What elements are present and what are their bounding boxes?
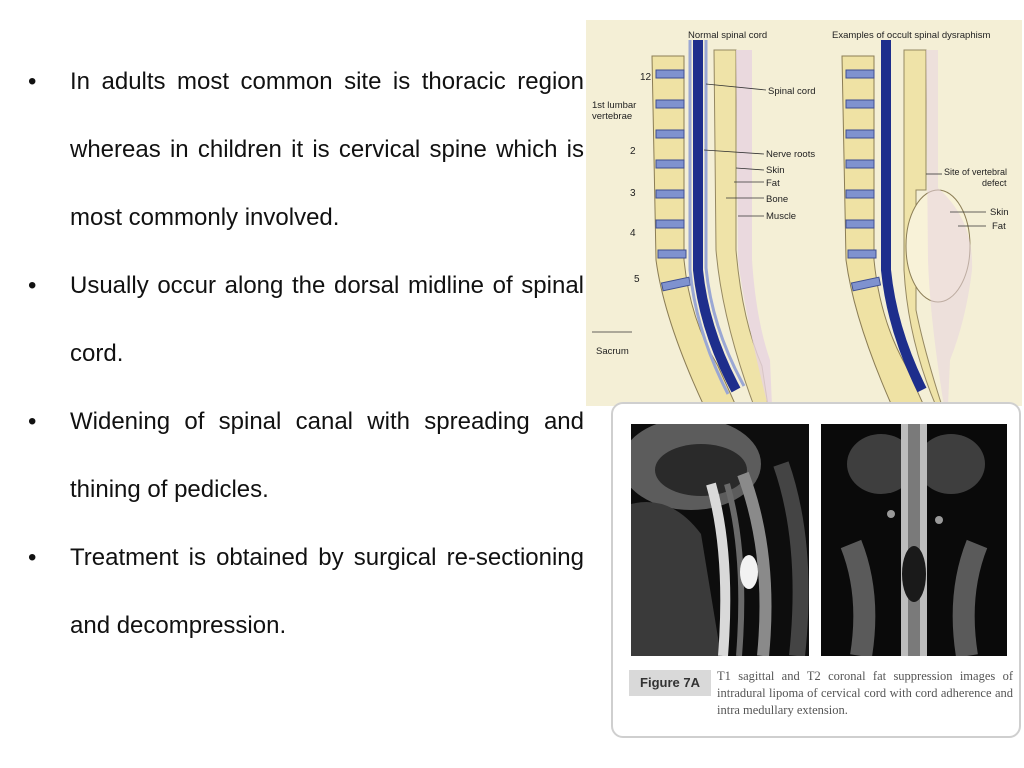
normal-spine-illustration [652,40,772,406]
first-lumbar-label-line2: vertebrae [592,111,633,122]
level-12-label: 12 [640,72,652,83]
fat-right-label: Fat [992,221,1006,232]
skin-right-label: Skin [990,207,1009,218]
muscle-label: Muscle [766,211,797,222]
dysraphism-spine-illustration [842,40,972,406]
sacrum-label: Sacrum [596,346,629,357]
level-3-label: 3 [630,188,636,199]
bullet-list [28,48,584,660]
bullet-item [28,48,584,252]
vertebral-defect-label-line2: defect [982,178,1007,188]
first-lumbar-label-line1: 1st lumbar [592,100,637,111]
nerve-roots-label: Nerve roots [766,149,816,160]
bullet-symbol: • [28,68,37,95]
bullet-text: Treatment is obtained by surgical re-sectioning and decompression. [70,544,584,639]
mri-coronal-image [821,424,1007,656]
fat-label: Fat [766,178,780,189]
normal-spinal-cord-title: Normal spinal cord [688,30,768,41]
spine-diagram-svg [586,20,1022,406]
mri-figure [611,402,1021,738]
level-4-label: 4 [630,228,636,239]
bullet-item [28,524,584,660]
bullet-symbol: • [28,272,37,299]
skin-label: Skin [766,165,785,176]
level-2-label: 2 [630,146,636,157]
bullet-symbol: • [28,408,37,435]
bullet-text: Usually occur along the dorsal midline of spinal cord. [70,272,584,367]
bone-label: Bone [766,194,789,205]
mri-sagittal-image [631,424,809,656]
spinal-cord-label: Spinal cord [768,86,816,97]
bullet-item [28,252,584,388]
dysraphism-title: Examples of occult spinal dysraphism [832,30,991,41]
spine-diagram [586,20,1022,406]
bullet-text: In adults most common site is thoracic region whereas in children it is cervical spine which is most commonly involved. [70,68,584,231]
bullet-text: Widening of spinal canal with spreading and thining of pedicles. [70,408,584,503]
bullet-symbol: • [28,544,37,571]
bullet-item [28,388,584,524]
level-5-label: 5 [634,274,640,285]
figure-caption: T1 sagittal and T2 coronal fat suppression images of intradural lipoma of cervical cord with cord adherence and intra medullary extension. [717,669,1013,717]
figure-label: Figure 7A [629,670,711,696]
vertebral-defect-label-line1: Site of vertebral [944,167,1008,177]
